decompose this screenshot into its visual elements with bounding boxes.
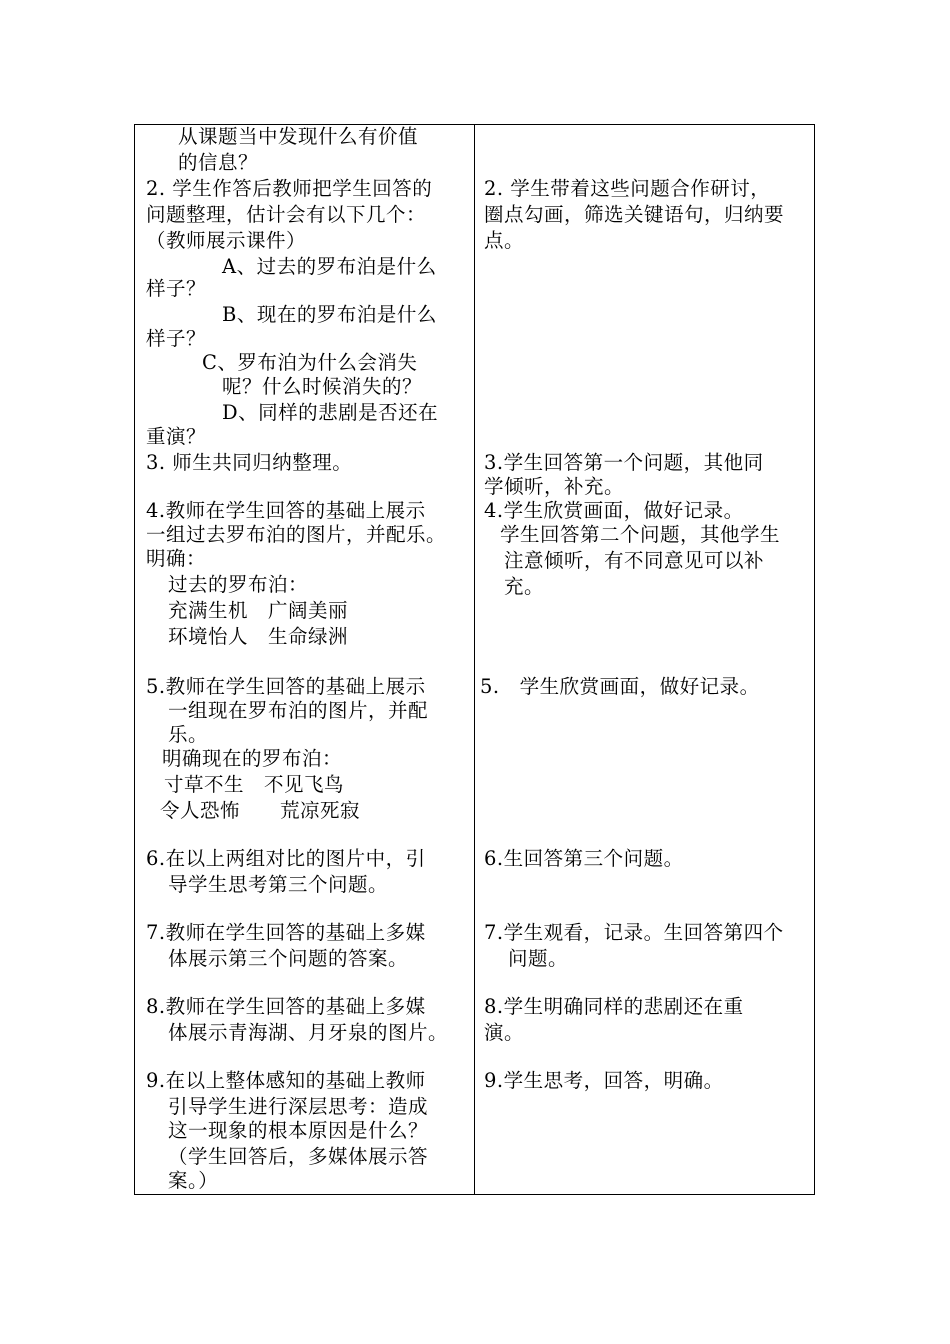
student-text-line: 注意倾听，有不同意见可以补 xyxy=(504,549,765,572)
teacher-text-line: B、现在的罗布泊是什么 xyxy=(222,303,437,326)
student-text-line: 充。 xyxy=(504,575,545,598)
teacher-text-line: 体展示第三个问题的答案。 xyxy=(168,947,409,970)
teacher-text-line: 9.在以上整体感知的基础上教师 xyxy=(146,1069,426,1092)
student-text-line: 学倾听，补充。 xyxy=(484,475,625,498)
teacher-text-line: 问题整理，估计会有以下几个： xyxy=(146,203,427,226)
student-text-line: 圈点勾画，筛选关键语句，归纳要 xyxy=(484,203,785,226)
teacher-text-line: 环境怡人 生命绿洲 xyxy=(168,625,349,648)
student-text-line: 9.学生思考，回答，明确。 xyxy=(484,1069,724,1092)
student-text-line: 2. 学生带着这些问题合作研讨， xyxy=(484,177,771,200)
teacher-text-line: 4.教师在学生回答的基础上展示 xyxy=(146,499,426,522)
teacher-text-line: 体展示青海湖、月牙泉的图片。 xyxy=(168,1021,449,1044)
student-text-line: 3.学生回答第一个问题，其他同 xyxy=(484,451,764,474)
teacher-text-line: 一组现在罗布泊的图片，并配 xyxy=(168,699,429,722)
teacher-text-line: 样子？ xyxy=(146,277,207,300)
teacher-text-line: 呢？什么时候消失的？ xyxy=(222,375,423,398)
student-text-line: 5. 学生欣赏画面，做好记录。 xyxy=(480,675,760,698)
student-text-line: 4.学生欣赏画面，做好记录。 xyxy=(484,499,744,522)
teacher-text-line: D、同样的悲剧是否还在 xyxy=(222,401,439,424)
teacher-text-line: C、罗布泊为什么会消失 xyxy=(202,351,418,374)
teacher-text-line: 重演？ xyxy=(146,425,207,448)
teacher-text-line: 6.在以上两组对比的图片中，引 xyxy=(146,847,426,870)
teacher-text-line: 案。） xyxy=(168,1169,219,1192)
teacher-text-line: 令人恐怖 荒凉死寂 xyxy=(160,799,361,822)
teacher-text-line: 的信息？ xyxy=(178,151,259,174)
teacher-text-line: （学生回答后，多媒体展示答 xyxy=(168,1145,429,1168)
teacher-text-line: （教师展示课件） xyxy=(146,229,307,252)
teacher-text-line: 明确现在的罗布泊： xyxy=(162,747,343,770)
student-text-line: 8.学生明确同样的悲剧还在重 xyxy=(484,995,744,1018)
teacher-text-line: 3. 师生共同归纳整理。 xyxy=(146,451,353,474)
teacher-text-line: 2. 学生作答后教师把学生回答的 xyxy=(146,177,433,200)
student-text-line: 6.生回答第三个问题。 xyxy=(484,847,684,870)
teacher-text-line: 导学生思考第三个问题。 xyxy=(168,873,389,896)
teacher-text-line: 一组过去罗布泊的图片，并配乐。 xyxy=(146,523,447,546)
teacher-text-line: 这一现象的根本原因是什么？ xyxy=(168,1119,429,1142)
teacher-text-line: 充满生机 广阔美丽 xyxy=(168,599,349,622)
teacher-text-line: 寸草不生 不见飞鸟 xyxy=(164,773,345,796)
student-text-line: 点。 xyxy=(484,229,525,252)
teacher-text-line: 从课题当中发现什么有价值 xyxy=(178,125,419,148)
student-text-line: 问题。 xyxy=(508,947,569,970)
column-divider xyxy=(474,124,475,1195)
student-text-line: 学生回答第二个问题，其他学生 xyxy=(500,523,781,546)
teacher-text-line: 样子？ xyxy=(146,327,207,350)
teacher-text-line: 5.教师在学生回答的基础上展示 xyxy=(146,675,426,698)
student-text-line: 7.学生观看，记录。生回答第四个 xyxy=(484,921,784,944)
student-text-line: 演。 xyxy=(484,1021,525,1044)
teacher-text-line: 明确： xyxy=(146,547,207,570)
teacher-text-line: 8.教师在学生回答的基础上多媒 xyxy=(146,995,426,1018)
teacher-text-line: 引导学生进行深层思考：造成 xyxy=(168,1095,429,1118)
teacher-text-line: A、过去的罗布泊是什么 xyxy=(222,255,437,278)
teacher-text-line: 乐。 xyxy=(168,723,209,746)
teacher-text-line: 7.教师在学生回答的基础上多媒 xyxy=(146,921,426,944)
teacher-text-line: 过去的罗布泊： xyxy=(168,573,309,596)
